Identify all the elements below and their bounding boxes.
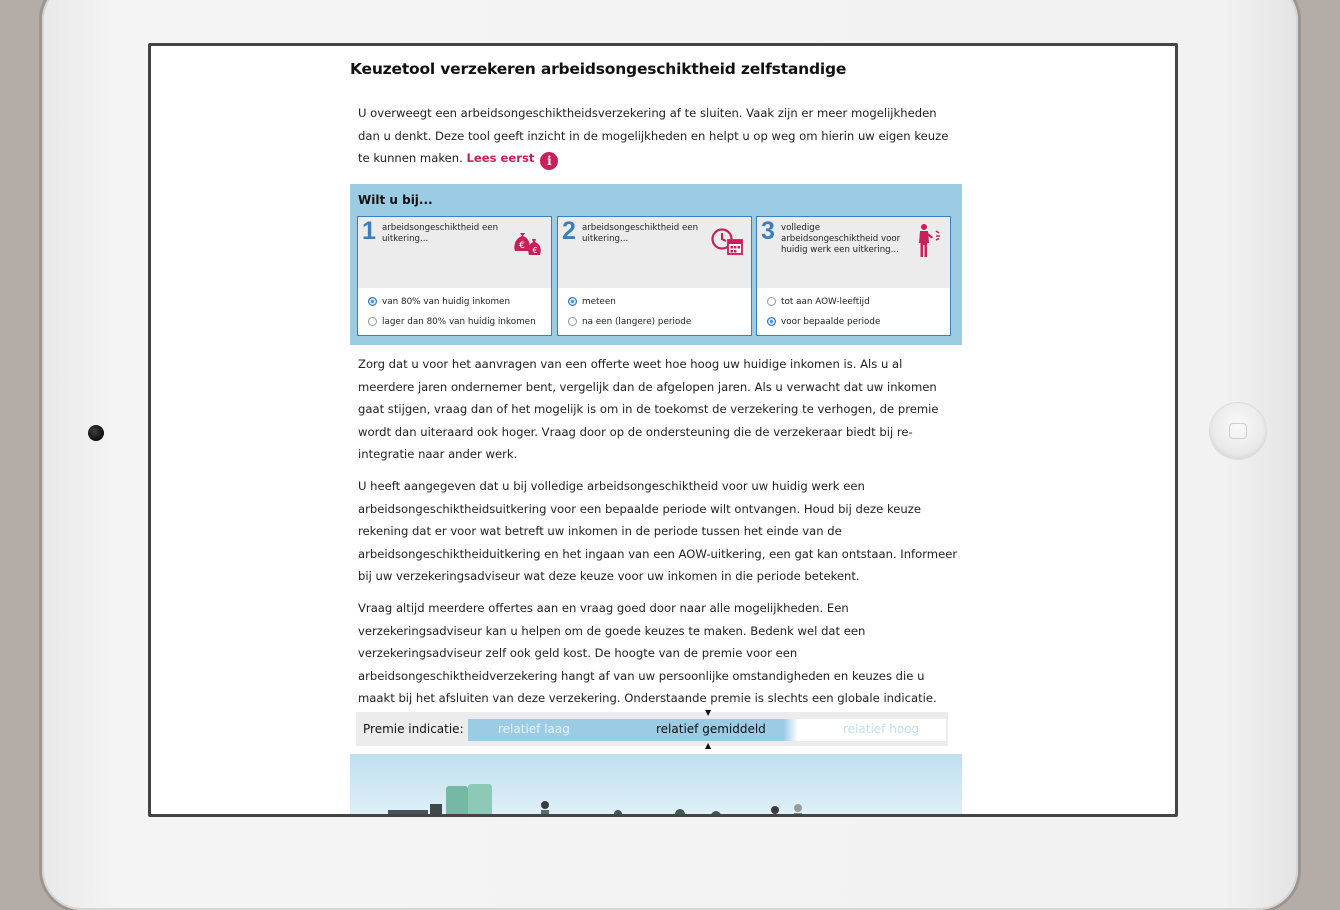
card-number: 2 — [562, 217, 576, 245]
premium-indicator — [356, 708, 948, 750]
card-question: arbeidsongeschiktheid een uitkering... — [382, 223, 499, 244]
premium-label: Premie indicatie: — [363, 722, 464, 736]
advice-paragraph-3: Vraag altijd meerdere offertes aan en vraag goed door naar alle mogelijkheden. Een verzekeringsadviseur kan u helpen om de goede keuzes te maken. Bedenk wel dat een verzekeringsadviseur zelf ook geld kost. De hoogte van de premie voor een arbeidsongeschiktheidverzekering hangt af van uw persoonlijke omstandigheden en keuzes die u maakt bij het afsluiten van deze verzekering. Onderstaande premie is slechts een globale indicatie. — [358, 601, 937, 705]
choice-panel — [350, 184, 962, 345]
home-button[interactable] — [1210, 403, 1266, 459]
choice-card-2 — [557, 216, 752, 336]
option-after-period[interactable] — [568, 317, 691, 327]
choice-heading: Wilt u bij... — [358, 193, 433, 207]
option-fixed-period[interactable] — [767, 317, 880, 327]
radio-button[interactable] — [368, 317, 377, 326]
intro-text — [358, 102, 958, 170]
radio-button[interactable] — [767, 317, 776, 326]
advice-paragraph-1: Zorg dat u voor het aanvragen van een offerte weet hoe hoog uw huidige inkomen is. Als u al meerdere jaren ondernemer bent, vergelijk dan de afgelopen jaren. Als u verwacht dat uw inkomen gaat stijgen, vraag dan of het mogelijk is om in de toekomst de verzekering te verhogen, de premie wordt dan uiteraard ook hoger. Vraag door op de ondersteuning die de verzekeraar biedt bij re-integratie naar ander werk. — [358, 357, 939, 461]
radio-button[interactable] — [767, 297, 776, 306]
option-label: van 80% van huidig inkomen — [382, 297, 511, 307]
premium-level-high: relatief hoog — [843, 722, 920, 736]
radio-button[interactable] — [568, 297, 577, 306]
injured-person-icon — [914, 223, 944, 259]
choice-card-1 — [357, 216, 552, 336]
radio-button[interactable] — [568, 317, 577, 326]
card-header — [558, 217, 751, 288]
option-label: meteen — [582, 297, 616, 307]
card-question: volledige arbeidsongeschiktheid voor huidig werk een uitkering... — [781, 223, 901, 255]
choice-card-3 — [756, 216, 951, 336]
money-bags-icon — [511, 223, 545, 257]
home-square-icon — [1229, 423, 1247, 439]
premium-marker-top: ▼ — [705, 708, 712, 717]
advice-paragraph-2: U heeft aangegeven dat u bij volledige arbeidsongeschiktheid voor uw huidig werk een arbeidsongeschiktheidsuitkering voor een bepaalde periode wilt ontvangen. Houd bij deze keuze rekening dat er voor wat betreft uw inkomen in de periode tussen het einde van de arbeidsongeschiktheiduitkering en het ingaan van een AOW-uitkering, een gat kan ontstaan. Informeer bij uw verzekeringsadviseur wat deze keuze voor uw inkomen in die periode betekent. — [358, 479, 958, 583]
card-header — [358, 217, 551, 288]
option-below-80-percent[interactable] — [368, 317, 536, 327]
clock-calendar-icon — [709, 223, 745, 257]
camera-icon — [88, 425, 104, 441]
card-header — [757, 217, 950, 288]
premium-marker-bottom: ▲ — [705, 741, 712, 750]
option-label: na een (langere) periode — [582, 317, 692, 327]
option-until-aow-age[interactable] — [767, 297, 870, 307]
read-first-link[interactable]: Lees eerst — [466, 151, 535, 165]
illustration-scene — [350, 754, 962, 817]
option-label: tot aan AOW-leeftijd — [781, 297, 870, 307]
option-label: lager dan 80% van huidig inkomen — [382, 317, 536, 327]
svg-text:€: € — [519, 241, 525, 251]
premium-level-low: relatief laag — [498, 722, 570, 736]
option-immediately[interactable] — [568, 297, 616, 307]
city-illustration — [350, 754, 962, 817]
option-80-percent[interactable] — [368, 297, 510, 307]
option-label: voor bepaalde periode — [781, 317, 881, 327]
card-number: 3 — [761, 217, 775, 245]
svg-text:€: € — [532, 246, 538, 255]
info-icon[interactable]: i — [540, 152, 558, 170]
premium-level-mid: relatief gemiddeld — [656, 722, 766, 736]
card-number: 1 — [362, 217, 376, 245]
card-question: arbeidsongeschiktheid een uitkering... — [582, 223, 699, 244]
tablet-screen — [148, 43, 1178, 817]
intro-body: U overweegt een arbeidsongeschiktheidsverzekering af te sluiten. Vaak zijn er meer mogelijkheden dan u denkt. Deze tool geeft inzicht in de mogelijkheden en helpt u op weg om hierin uw eigen keuze te kunnen maken. — [358, 106, 949, 165]
page-title: Keuzetool verzekeren arbeidsongeschiktheid zelfstandige — [350, 60, 847, 78]
radio-button[interactable] — [368, 297, 377, 306]
premium-scale — [468, 719, 946, 741]
